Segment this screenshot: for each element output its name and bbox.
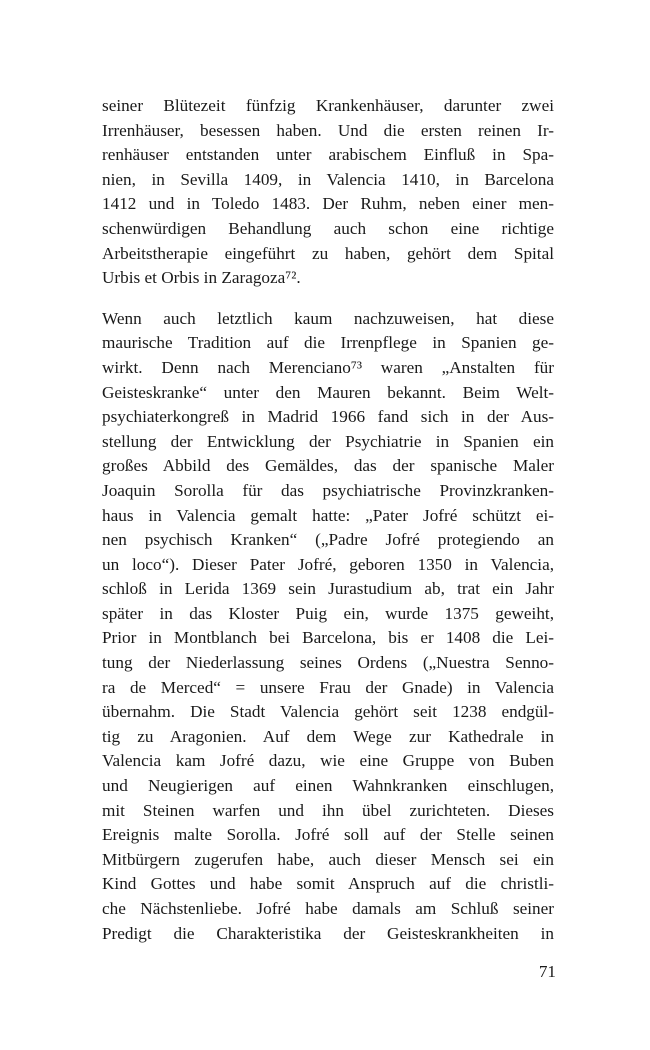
text-line: und Neugierigen auf einen Wahnkranken einschlugen,: [102, 776, 554, 796]
text-line: psychiaterkongreß in Madrid 1966 fand sich in der Aus-: [102, 407, 554, 427]
text-line: Valencia kam Jofré dazu, wie eine Gruppe von Buben: [102, 751, 554, 771]
text-line: Mitbürgern zugerufen habe, auch dieser Mensch sei ein: [102, 849, 554, 869]
paragraph-2: [102, 307, 554, 946]
text-line: 1412 und in Toledo 1483. Der Ruhm, neben einer men-: [102, 194, 554, 214]
text-line: Prior in Montblanch bei Barcelona, bis er 1408 die Lei-: [102, 628, 554, 648]
text-line: nien, in Sevilla 1409, in Valencia 1410, in Barcelona: [102, 169, 554, 189]
text-line: Predigt die Charakteristika der Geisteskrankheiten in: [102, 923, 554, 943]
text-line: Arbeitstherapie eingeführt zu haben, gehört dem Spital: [102, 243, 554, 263]
text-line: tig zu Aragonien. Auf dem Wege zur Kathedrale in: [102, 726, 554, 746]
text-line: ra de Merced“ = unsere Frau der Gnade) in Valencia: [102, 677, 554, 697]
text-line: haus in Valencia gemalt hatte: „Pater Jofré schützt ei-: [102, 505, 554, 525]
text-line: großes Abbild des Gemäldes, das der spanische Maler: [102, 456, 554, 476]
text-line: Irrenhäuser, besessen haben. Und die ersten reinen Ir-: [102, 120, 554, 140]
paragraph-1: [102, 94, 554, 291]
text-line: Urbis et Orbis in Zaragoza⁷².: [102, 268, 301, 288]
text-line: Ereignis malte Sorolla. Jofré soll auf der Stelle seinen: [102, 825, 554, 845]
text-line: Geisteskranke“ unter den Mauren bekannt. Beim Welt-: [102, 382, 554, 402]
text-line: später in das Kloster Puig ein, wurde 1375 geweiht,: [102, 603, 554, 623]
page-number: 71: [538, 962, 556, 981]
text-line: übernahm. Die Stadt Valencia gehört seit 1238 endgül-: [102, 702, 554, 722]
text-line: un loco“). Dieser Pater Jofré, geboren 1350 in Valencia,: [102, 554, 554, 574]
text-line: stellung der Entwicklung der Psychiatrie in Spanien ein: [102, 431, 554, 451]
text-line: tung der Niederlassung seines Ordens („Nuestra Senno-: [102, 653, 554, 673]
paragraph-gap: [102, 291, 554, 307]
text-line: Joaquin Sorolla für das psychiatrische Provinzkranken-: [102, 480, 554, 500]
text-line: mit Steinen warfen und ihn übel zurichteten. Dieses: [102, 800, 554, 820]
text-line: wirkt. Denn nach Merenciano⁷³ waren „Anstalten für: [102, 357, 554, 377]
text-line: seiner Blütezeit fünfzig Krankenhäuser, darunter zwei: [102, 96, 554, 115]
text-line: renhäuser entstanden unter arabischem Einfluß in Spa-: [102, 145, 554, 165]
text-line: che Nächstenliebe. Jofré habe damals am Schluß seiner: [102, 899, 554, 918]
text-line: schenwürdigen Behandlung auch schon eine richtige: [102, 218, 554, 238]
text-line: schloß in Lerida 1369 sein Jurastudium ab, trat ein Jahr: [102, 579, 554, 599]
page-body: [102, 94, 554, 946]
text-line: Kind Gottes und habe somit Anspruch auf die christli-: [102, 874, 554, 894]
text-line: Wenn auch letztlich kaum nachzuweisen, hat diese: [102, 308, 554, 328]
text-line: nen psychisch Kranken“ („Padre Jofré protegiendo an: [102, 530, 554, 550]
text-line: maurische Tradition auf die Irrenpflege in Spanien ge-: [102, 333, 554, 353]
